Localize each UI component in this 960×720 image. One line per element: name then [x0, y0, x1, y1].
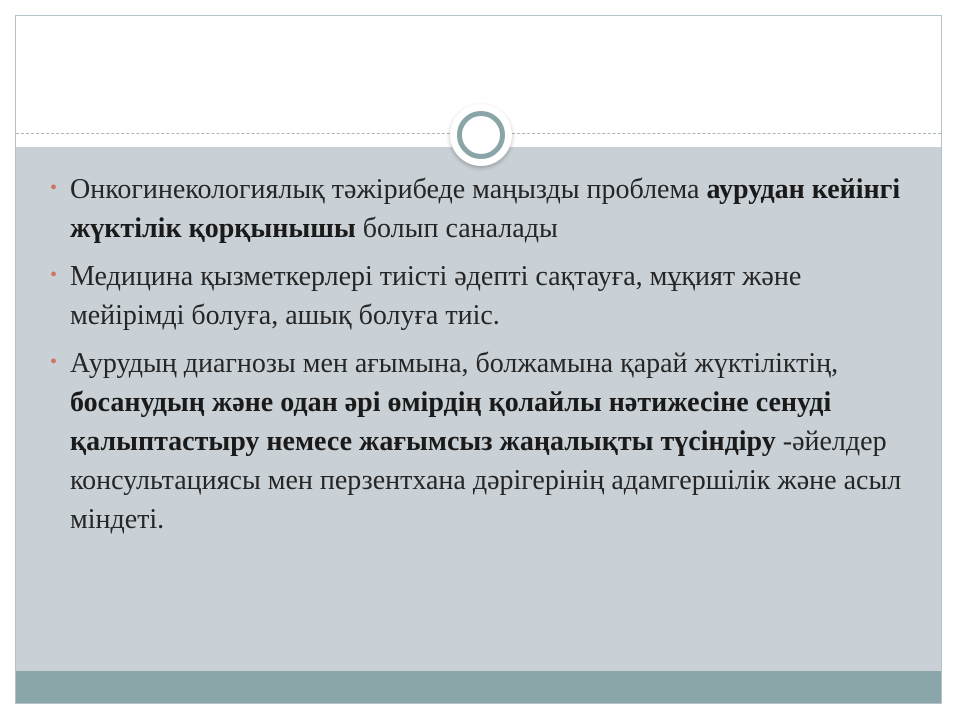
- bold-text-run: босанудың және одан әрі өмірдің қолайлы нәтижесіне сенуді қалыптастыру немесе жағымсыз жаңалықты түсіндіру: [70, 387, 832, 457]
- bullet-dot-icon: •: [50, 264, 58, 286]
- text-run: болып саналады: [355, 213, 558, 244]
- bullet-item: [50, 257, 920, 335]
- text-run: Аурудың диагнозы мен ағымына, болжамына қарай жүктіліктің,: [70, 348, 839, 379]
- bullet-text: [70, 261, 801, 331]
- bullet-list: [50, 170, 920, 548]
- text-run: Онкогинекологиялық тәжірибеде маңызды проблема: [70, 174, 707, 205]
- bullet-item: [50, 170, 920, 248]
- bullet-dot-icon: •: [50, 177, 58, 199]
- text-run: Медицина қызметкерлері тиісті әдепті сақтауға, мұқият және мейірімді болуға, ашық болуға тиіс.: [70, 261, 802, 331]
- bullet-text: [70, 348, 901, 535]
- ring-inner: [457, 111, 505, 159]
- text-run: -әйелдер консультациясы мен перзентхана дәрігерінің адамгершілік және асыл міндеті.: [70, 426, 902, 535]
- bullet-text: [70, 174, 900, 244]
- bold-text-run: аурудан кейінгі жүктілік қорқынышы: [70, 174, 901, 244]
- bullet-item: [50, 344, 920, 539]
- bullet-dot-icon: •: [50, 351, 58, 373]
- ring-ornament-icon: [450, 104, 512, 166]
